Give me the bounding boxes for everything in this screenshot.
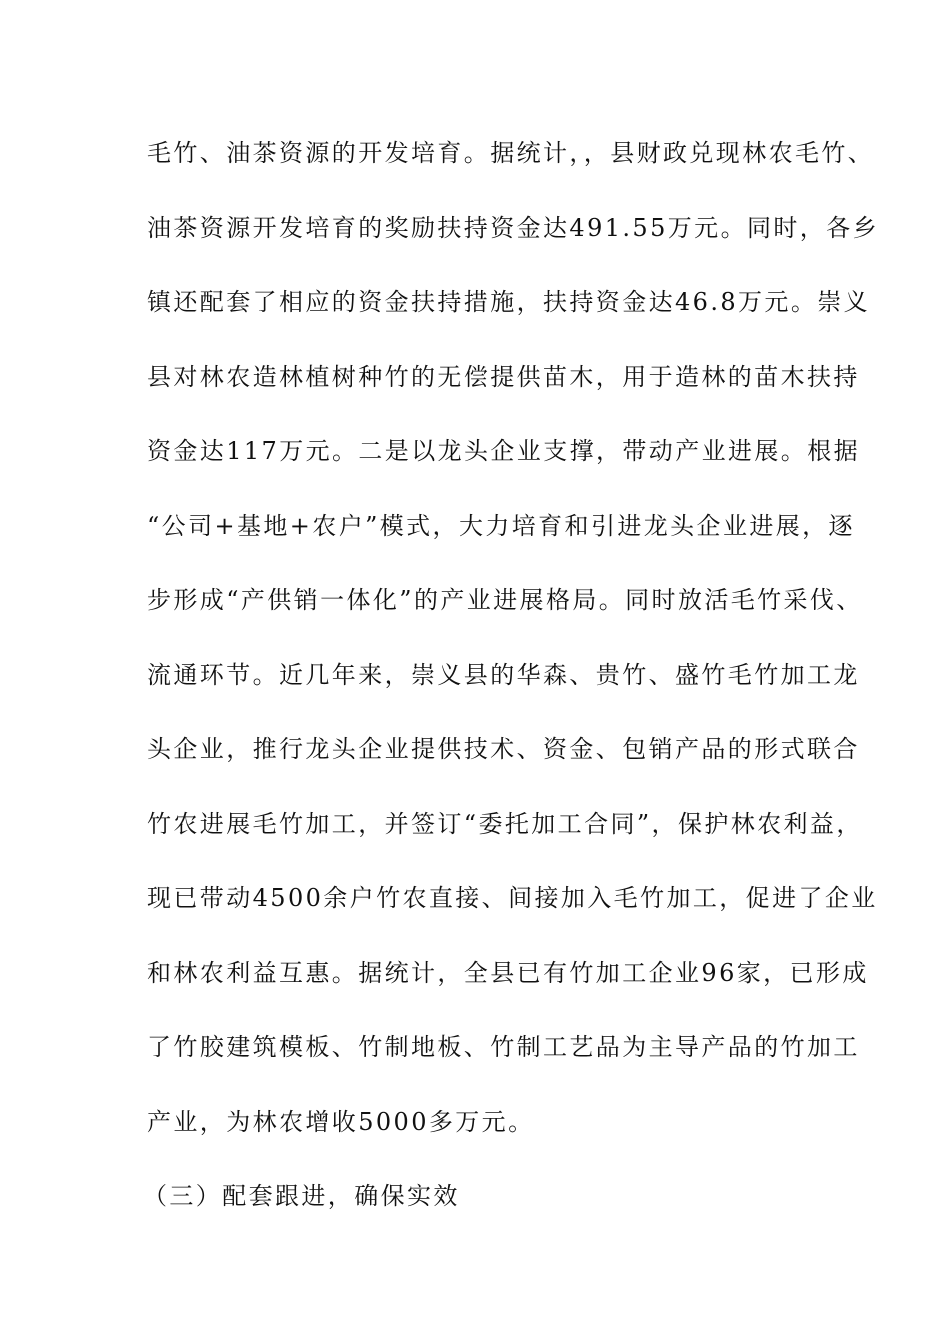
paragraph-line: 油茶资源开发培育的奖励扶持资金达491.55万元。同时，各乡 (147, 213, 879, 242)
paragraph-line: 产业，为林农增收5000多万元。 (147, 1107, 535, 1136)
paragraph-line: 流通环节。近几年来，崇义县的华森、贵竹、盛竹毛竹加工龙 (147, 660, 860, 689)
paragraph-line: 了竹胶建筑模板、竹制地板、竹制工艺品为主导产品的竹加工 (147, 1033, 860, 1061)
paragraph-line: 竹农进展毛竹加工，并签订“委托加工合同”，保护林农利益， (147, 809, 863, 838)
paragraph-line: 毛竹、油茶资源的开发培育。据统计，，县财政兑现林农毛竹、 (147, 139, 875, 167)
paragraph-line: 头企业，推行龙头企业提供技术、资金、包销产品的形式联合 (147, 735, 860, 763)
section-heading: （三）配套跟进，确保实效 (143, 1182, 460, 1210)
paragraph-line: 现已带动4500余户竹农直接、间接加入毛竹加工，促进了企业 (147, 884, 878, 912)
paragraph-line: 县对林农造林植树种竹的无偿提供苗木，用于造林的苗木扶持 (147, 362, 860, 391)
paragraph-line: 镇还配套了相应的资金扶持措施，扶持资金达46.8万元。崇义 (147, 288, 871, 316)
body-paragraph (147, 130, 879, 1173)
paragraph-line: 资金达117万元。二是以龙头企业支撑，带动产业进展。根据 (147, 437, 861, 465)
paragraph-line: 步形成“产供销一体化”的产业进展格局。同时放活毛竹采伐、 (147, 586, 863, 614)
paragraph-line: “公司+基地+农户”模式，大力培育和引进龙头企业进展，逐 (147, 511, 855, 540)
paragraph-line: 和林农利益互惠。据统计，全县已有竹加工企业96家，已形成 (147, 958, 869, 987)
